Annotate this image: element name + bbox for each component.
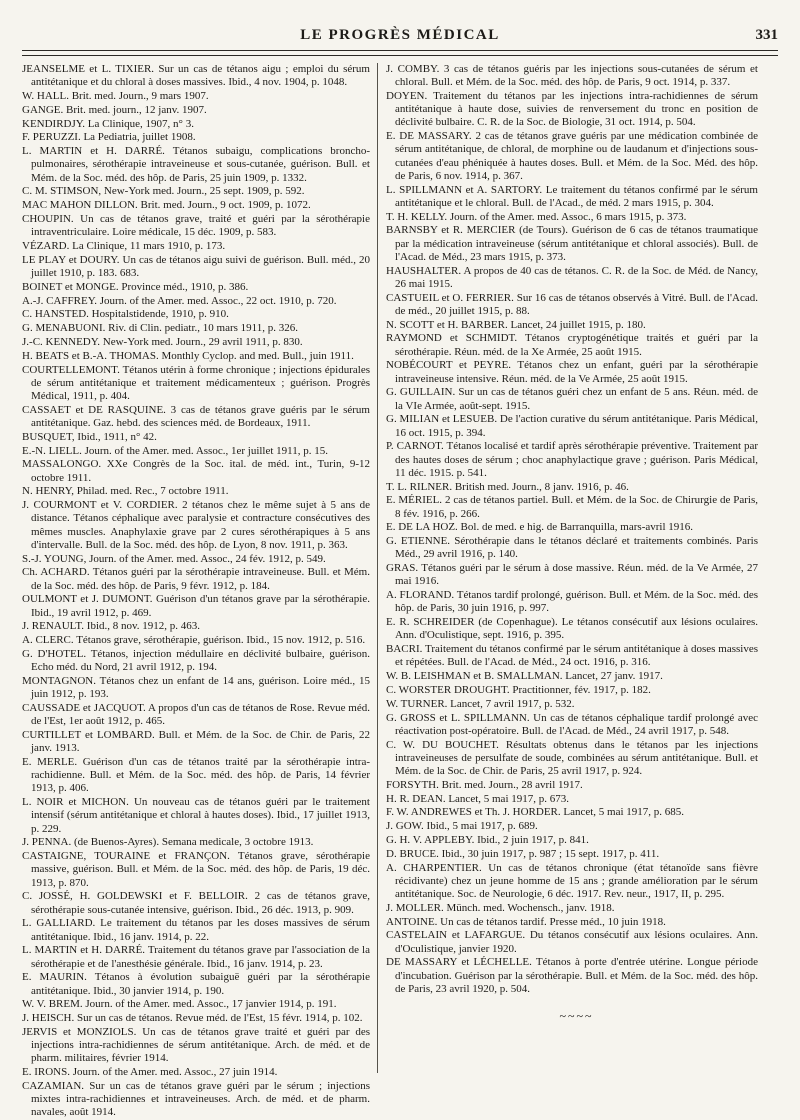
bibliography-entry: T. H. KELLY. Journ. of the Amer. med. Assoc., 6 mars 1915, p. 373. (386, 210, 687, 223)
bibliography-entry: G. D'HOTEL. Tétanos, injection médullaire en déclivité bulbaire, guérison. Echo méd. du Nord, 21 avril 1912, p. 194. (22, 647, 370, 674)
bibliography-entry: L. NOIR et MICHON. Un nouveau cas de tétanos guéri par le traitement intensif (sérum antitétanique et chloral à hautes doses). Ibid., 17 juillet 1913, p. 229. (22, 796, 370, 835)
bibliography-entry: L. GALLIARD. Le traitement du tétanos par les doses massives de sérum antitétanique. Ibid., 16 janv. 1914, p. 22. (22, 917, 370, 943)
bibliography-entry: C. HANSTED. Hospitalstidende, 1910, p. 910. (22, 308, 229, 321)
bibliography-entry: S.-J. YOUNG, Journ. of the Amer. med. Assoc., 24 fév. 1912, p. 549. (22, 552, 326, 565)
bibliography-entry: J. RENAULT. Ibid., 8 nov. 1912, p. 463. (22, 620, 201, 633)
bibliography-entry: CURTILLET et LOMBARD. Bull. et Mém. de la Soc. de Chir. de Paris, 22 janv. 1913. (22, 728, 370, 755)
bibliography-entry: OULMONT et J. DUMONT. Guérison d'un tétanos grave par la sérothérapie. Ibid., 19 avril 1912, p. 469. (22, 593, 370, 619)
bibliography-entry: GRAS. Tétanos guéri par le sérum à dose massive. Réun. méd. de la Ve Armée, 27 mai 1916. (386, 562, 758, 588)
bibliography-entry: G. GUILLAIN. Sur un cas de tétanos guéri chez un enfant de 5 ans. Réun. méd. de la VIe Armée, août-sept. 1915. (386, 386, 758, 412)
page-number: 331 (755, 27, 778, 43)
bibliography-entry: JERVIS et MONZIOLS. Un cas de tétanos grave traité et guéri par des injections intra-rachidiennes de sérum antitétanique. Arch. de méd. et de pharm. militaires, février 1914. (22, 1025, 370, 1065)
bibliography-entry: E. MERLE. Guérison d'un cas de tétanos traité par la sérothérapie intra-rachidienne. Bull. et Mém. de la Soc. méd. des hôp. de Paris, 14 février 1913, p. 406. (22, 755, 370, 795)
bibliography-entry: MONTAGNON. Tétanos chez un enfant de 14 ans, guérison. Loire méd., 15 juin 1912, p. 193. (22, 674, 370, 701)
bibliography-entry: W. B. LEISHMAN et B. SMALLMAN. Lancet, 27 janv. 1917. (386, 670, 663, 683)
bibliography-entry: BOINET et MONGE. Province méd., 1910, p. 386. (22, 280, 249, 293)
bibliography-entry: C. W. DU BOUCHET. Résultats obtenus dans le tétanos par les injections intraveineuses de persulfate de soude, combinées au sérum antitétanique. Bull. et Mém. de la Soc. de Chir. de Paris, 25 avril 1917, p. 924. (386, 738, 758, 777)
bibliography-entry: J. HEISCH. Sur un cas de tétanos. Revue méd. de l'Est, 15 févr. 1914, p. 102. (22, 1012, 363, 1025)
bibliography-entry: CASTELAIN et LAFARGUE. Du tétanos consécutif aux lésions oculaires. Ann. d'Oculistique, janvier 1920. (386, 929, 758, 955)
bibliography-entry: LE PLAY et DOURY. Un cas de tétanos aigu suivi de guérison. Bull. méd., 20 juillet 1910, p. 183. 683. (22, 253, 370, 279)
bibliography-entry: G. ETIENNE. Sérothérapie dans le tétanos déclaré et traitements combinés. Paris Méd., 29 avril 1916, p. 140. (386, 535, 758, 561)
bibliography-entry: BUSQUET, Ibid., 1911, n° 42. (22, 430, 157, 443)
bibliography-entry: RAYMOND et SCHMIDT. Tétanos cryptogénétique traités et guéri par la sérothérapie. Réun. méd. de la Xe Armée, 25 août 1915. (386, 332, 758, 358)
bibliography-entry: L. MARTIN et H. DARRÉ. Traitement du tétanos grave par l'association de la sérothérapie et de l'anesthésie générale. Ibid., 16 janv. 1914, p. 23. (22, 944, 370, 970)
column-divider (377, 63, 378, 1073)
bibliography-entry: C. JOSSÉ, H. GOLDEWSKI et F. BELLOIR. 2 cas de tétanos grave, sérothérapie sous-cutanée intensive, guérison. Ibid., 26 déc. 1913, p. 909. (22, 890, 370, 916)
bibliography-entry: E. MÉRIEL. 2 cas de tétanos partiel. Bull. et Mém. de la Soc. de Chirurgie de Paris, 8 fév. 1916, p. 266. (386, 494, 758, 520)
bibliography-entry: W. HALL. Brit. med. Journ., 9 mars 1907. (22, 90, 209, 102)
bibliography-entry: A. CLERC. Tétanos grave, sérothérapie, guérison. Ibid., 15 nov. 1912, p. 516. (22, 634, 366, 647)
bibliography-entry: C. M. STIMSON, New-York med. Journ., 25 sept. 1909, p. 592. (22, 185, 305, 198)
bibliography-entry: J. COMBY. 3 cas de tétanos guéris par les injections sous-cutanées de sérum et chloral. Bull. et Mém. de la Soc. méd. des hôp. de Paris, 9 oct. 1914, p. 337. (386, 63, 758, 89)
bibliography-entry: G. MILIAN et LESUEB. De l'action curative du sérum antitétanique. Paris Médical, 16 oct. 1915, p. 394. (386, 413, 758, 439)
bibliography-entry: BARNSBY et R. MERCIER (de Tours). Guérison de 6 cas de tétanos traumatique par la médication intraveineuse (sérum antitétanique et chloral associés). Bull. de l'Acad. de Méd., 23 mars 1915, p. 373. (386, 224, 758, 263)
bibliography-entry: H. BEATS et B.-A. THOMAS. Monthly Cyclop. and med. Bull., juin 1911. (22, 349, 354, 362)
bibliography-entry: J. MOLLER. Münch. med. Wochensch., janv. 1918. (386, 901, 615, 914)
bibliography-entry: HAUSHALTER. A propos de 40 cas de tétanos. C. R. de la Soc. de Méd. de Nancy, 26 mai 1915. (386, 264, 758, 290)
bibliography-entry: P. CARNOT. Tétanos localisé et tardif après sérothérapie préventive. Traitement par des hautes doses de sérum ; choc anaphylactique grave ; guérison. Paris Médical, 11 déc. 1915. p. 541. (386, 440, 758, 479)
right-column (386, 63, 758, 1098)
bibliography-entry: VÉZARD. La Clinique, 11 mars 1910, p. 173. (22, 239, 226, 252)
bibliography-entry: KENDIRDJY. La Clinique, 1907, n° 3. (22, 117, 194, 130)
bibliography-entry: D. BRUCE. Ibid., 30 juin 1917, p. 987 ; 15 sept. 1917, p. 411. (386, 847, 660, 860)
bibliography-entry: BACRI. Traitement du tétanos confirmé par le sérum antitétanique à doses massives et répétées. Bull. de l'Acad. de Méd., 24 oct. 1916, p. 316. (386, 643, 758, 669)
header-rule-top (22, 50, 778, 51)
bibliography-entry: E. MAURIN. Tétanos à évolution subaiguë guéri par la sérothérapie antitétanique. Ibid., 30 janvier 1914, p. 190. (22, 971, 370, 997)
bibliography-entry: H. R. DEAN. Lancet, 5 mai 1917, p. 673. (386, 792, 569, 805)
bibliography-entry: G. H. V. APPLEBY. Ibid., 2 juin 1917, p. 841. (386, 833, 589, 846)
running-header (22, 27, 778, 49)
bibliography-entry: J. COURMONT et V. CORDIER. 2 tétanos chez le même sujet à 5 ans de distance. Tétanos céphalique avec paralysie et contracture consécutives des mêmes muscles. Anaphylaxie grave par 2 cures sérothérapiques à 5 ans d'intervalle. Bull. de la Soc. méd. des hôp. de Lyon, 8 nov. 1911, p. 363. (22, 499, 370, 551)
bibliography-entry: FORSYTH. Brit. med. Journ., 28 avril 1917. (386, 778, 583, 791)
bibliography-entry: ANTOINE. Un cas de tétanos tardif. Presse méd., 10 juin 1918. (386, 915, 666, 928)
header-rule-bottom (22, 55, 778, 56)
bibliography-entry: DOYEN. Traitement du tétanos par les injections intra-rachidiennes de sérum antitétanique à haute dose, suivies de renversement du tronc en position de déclivité bulbaire. C. R. de la Soc. de Biologie, 31 oct. 1914, p. 504. (386, 90, 758, 129)
bibliography-entry: NOBÉCOURT et PEYRE. Tétanos chez un enfant, guéri par la sérothérapie intraveineuse intensive. Réun. méd. de la Ve Armée, 25 août 1915. (386, 359, 758, 385)
bibliography-entry: CAUSSADE et JACQUOT. A propos d'un cas de tétanos de Rose. Revue méd. de l'Est, 1er août 1912, p. 465. (22, 701, 370, 728)
bibliography-entry: A.-J. CAFFREY. Journ. of the Amer. med. Assoc., 22 oct. 1910, p. 720. (22, 294, 337, 307)
journal-title: LE PROGRÈS MÉDICAL (300, 27, 500, 43)
bibliography-entry: COURTELLEMONT. Tétanos utérin à forme chronique ; injections épidurales de sérum antitétanique et traitement médicamenteux ; guérison. Progrès Médical, 1911, p. 404. (22, 363, 370, 402)
bibliography-entry: MASSALONGO. XXe Congrès de la Soc. ital. de méd. int., Turin, 9-12 octobre 1911. (22, 458, 370, 484)
end-ornament: ~~~~ (559, 1008, 594, 1023)
bibliography-entry: F. PERUZZI. La Pediatria, juillet 1908. (22, 131, 196, 144)
bibliography-entry: JEANSELME et L. TIXIER. Sur un cas de tétanos aigu ; emploi du sérum antitétanique et du chloral à doses massives. Ibid., 4 nov. 1904, p. 1048. (22, 63, 370, 89)
bibliography-entry: E.-N. LIELL. Journ. of the Amer. med. Assoc., 1er juillet 1911, p. 15. (22, 444, 329, 457)
bibliography-entry: E. DE MASSARY. 2 cas de tétanos grave guéris par une médication combinée de sérum antitétanique, de chloral, de morphine ou de laudanum et d'injections sous-cutanées d'eau phéniquée à hautes doses. Bull. et Mém. de la Soc. Méd. des hôp. de Paris, 6 nov. 1914, p. 367. (386, 130, 758, 182)
bibliography-entry: W. V. BREM. Journ. of the Amer. med. Assoc., 17 janvier 1914, p. 191. (22, 998, 337, 1011)
bibliography-entry: G. GROSS et L. SPILLMANN. Un cas de tétanos céphalique tardif prolongé avec réactivation post-opératoire. Bull. de l'Acad. de Méd., 24 avril 1917, p. 548. (386, 711, 758, 737)
bibliography-entry: A. CHARPENTIER. Un cas de tétanos chronique (état tétanoïde sans fièvre récidivante) chez un jeune homme de 15 ans ; grande amélioration par le sérum antitétanique. Soc. de Neurologie, 6 déc. 1917. Rev. neur., 1917, II, p. 295. (386, 861, 758, 900)
bibliography-entry: W. TURNER. Lancet, 7 avril 1917, p. 532. (386, 697, 575, 710)
bibliography-entry: Ch. ACHARD. Tétanos guéri par la sérothérapie intraveineuse. Bull. et Mém. de la Soc. méd. des hôp. de Paris, 9 févr. 1912, p. 184. (22, 566, 370, 592)
bibliography-entry: N. SCOTT et H. BARBER. Lancet, 24 juillet 1915, p. 180. (386, 318, 646, 331)
bibliography-entry: CHOUPIN. Un cas de tétanos grave, traité et guéri par la sérothérapie intraventriculaire. Loire médicale, 15 déc. 1909, p. 583. (22, 212, 370, 239)
bibliography-entry: T. L. RILNER. British med. Journ., 8 janv. 1916, p. 46. (386, 480, 629, 493)
bibliography-entry: DE MASSARY et LÉCHELLE. Tétanos à porte d'entrée utérine. Longue période d'incubation. Guérison par la sérothérapie. Bull. et Mém. de la Soc. méd. des hôp. de Paris, 23 avril 1920, p. 504. (386, 956, 758, 995)
bibliography-entry: J.-C. KENNEDY. New-York med. Journ., 29 avril 1911, p. 830. (22, 335, 303, 348)
bibliography-entry: N. HENRY, Philad. med. Rec., 7 octobre 1911. (22, 485, 229, 498)
bibliography-entry: CASTUEIL et O. FERRIER. Sur 16 cas de tétanos observés à Vitré. Bull. de l'Acad. de méd., 20 juillet 1915, p. 88. (386, 291, 758, 317)
bibliography-entry: J. GOW. Ibid., 5 mai 1917, p. 689. (386, 820, 538, 833)
bibliography-entry: E. DE LA HOZ. Bol. de med. e hig. de Barranquilla, mars-avril 1916. (386, 521, 694, 534)
bibliography-entry: A. FLORAND. Tétanos tardif prolongé, guérison. Bull. et Mém. de la Soc. méd. des hôp. de Paris, 30 juin 1916, p. 997. (386, 589, 758, 615)
bibliography-entry: E. IRONS. Journ. of the Amer. med. Assoc., 27 juin 1914. (22, 1066, 278, 1079)
left-column (22, 63, 370, 1119)
bibliography-entry: F. W. ANDREWES et Th. J. HORDER. Lancet, 5 mai 1917, p. 685. (386, 806, 685, 819)
bibliography-entry: GANGE. Brit. med. journ., 12 janv. 1907. (22, 103, 207, 116)
bibliography-entry: J. PENNA. (de Buenos-Ayres). Semana medicale, 3 octobre 1913. (22, 836, 314, 849)
bibliography-entry: C. WORSTER DROUGHT. Practitionner, fév. 1917, p. 182. (386, 684, 651, 696)
bibliography-entry: CASTAIGNE, TOURAINE et FRANÇON. Tétanos grave, sérothérapie massive, guérison. Bull. et Mém. de la Soc. méd. des hôp. de Paris, 19 déc. 1913, p. 870. (22, 850, 370, 889)
bibliography-entry: MAC MAHON DILLON. Brit. med. Journ., 9 oct. 1909, p. 1072. (22, 199, 311, 212)
bibliography-entry: L. SPILLMANN et A. SARTORY. Le traitement du tétanos confirmé par le sérum antitétanique et le chloral. Bull. de l'Acad., de méd. 2 mars 1915, p. 304. (386, 183, 758, 209)
bibliography-entry: CASSAET et DE RASQUINE. 3 cas de tétanos grave guéris par le sérum antitétanique. Gaz. hebd. des sciences méd. de Bordeaux, 1911. (22, 403, 370, 429)
bibliography-entry: L. MARTIN et H. DARRÉ. Tétanos subaigu, complications broncho-pulmonaires, sérothérapie intraveineuse et sous-cutanée, guérison. Bull. et Mém. de la Soc. méd. des hôp. de Paris, 25 juin 1909, p. 1332. (22, 145, 370, 184)
bibliography-entry: E. R. SCHREIDER (de Copenhague). Le tétanos consécutif aux lésions oculaires. Ann. d'Oculistique, sept. 1916, p. 395. (386, 616, 758, 642)
bibliography-entry: G. MENABUONI. Riv. di Clin. pediatr., 10 mars 1911, p. 326. (22, 322, 299, 335)
bibliography-entry: CAZAMIAN. Sur un cas de tétanos grave guéri par le sérum ; injections mixtes intra-rachidiennes et intraveineuses. Arch. de méd. et de pharm. navales, août 1914. (22, 1079, 370, 1119)
